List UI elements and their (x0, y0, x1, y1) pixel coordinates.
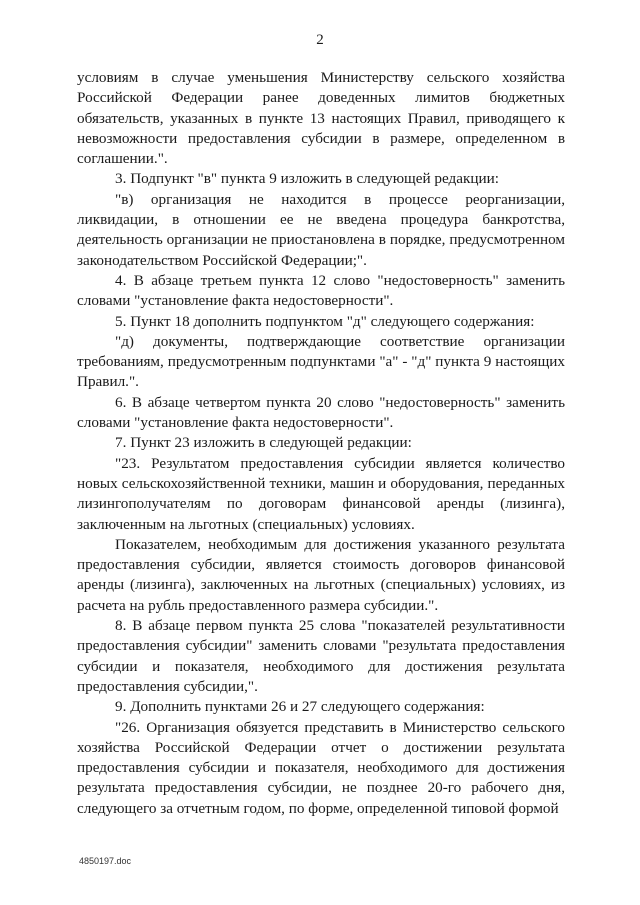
paragraph-item-3: 3. Подпункт "в" пункта 9 изложить в следующей редакции: (115, 170, 499, 188)
paragraph-item-5: 5. Пункт 18 дополнить подпунктом "д" следующего содержания: (115, 312, 535, 330)
footer-filename: 4850197.doc (79, 856, 132, 866)
paragraph-item-7-text: "23. Результатом предоставления субсидии является количество новых сельскохозяйственной техники, машин и оборудования, переданных лизингополучателям по договорам финансовой аренды (лизинга), заключенным на льготных (специальных) условиях. (77, 454, 565, 533)
paragraph-continuation: условиям в случае уменьшения Министерству сельского хозяйства Российской Федерации ранее доведенных лимитов бюджетных обязательств, указанных в пункте 13 настоящих Правил, приводящего к невозможности предоставления субсидии в размере, определенном в соглашении.". (77, 69, 565, 168)
paragraph-item-7: 7. Пункт 23 изложить в следующей редакции: (115, 434, 412, 452)
paragraph-item-9: 9. Дополнить пунктами 26 и 27 следующего содержания: (115, 698, 485, 716)
paragraph-item-9-text: "26. Организация обязуется представить в Министерство сельского хозяйства Российской Федерации отчет о достижении результата предоставления субсидии и показателя, необходимого для достижения результата предоставления субсидии, не позднее 20-го рабочего дня, следующего за отчетным годом, по форме, определенной типовой формой (77, 718, 565, 817)
paragraph-item-3-text: "в) организация не находится в процессе реорганизации, ликвидации, в отношении ее не введена процедура банкротства, деятельность организации не приостановлена в порядке, предусмотренном законодательством Российской Федерации;". (77, 190, 565, 269)
paragraph-item-7-indicator: Показателем, необходимым для достижения указанного результата предоставления субсидии, является стоимость договоров финансовой аренды (лизинга), заключенных на льготных (специальных) условиях, из расчета на рубль предоставленного размера субсидии.". (77, 535, 565, 614)
paragraph-item-4: 4. В абзаце третьем пункта 12 слово "недостоверность" заменить словами "установление факта недостоверности". (77, 271, 565, 310)
paragraph-item-8: 8. В абзаце первом пункта 25 слова "показателей результативности предоставления субсидии" заменить словами "результата предоставления субсидии и показателя, необходимого для достижения результата предоставления субсидии,". (77, 617, 565, 695)
paragraph-item-6: 6. В абзаце четвертом пункта 20 слово "недостоверность" заменить словами "установление факта недостоверности". (77, 393, 565, 432)
paragraph-item-5-text: "д) документы, подтверждающие соответствие организации требованиям, предусмотренным подпунктами "а" - "д" пункта 9 настоящих Правил.". (77, 332, 565, 391)
page-number: 2 (316, 32, 324, 48)
document-body (77, 68, 565, 819)
